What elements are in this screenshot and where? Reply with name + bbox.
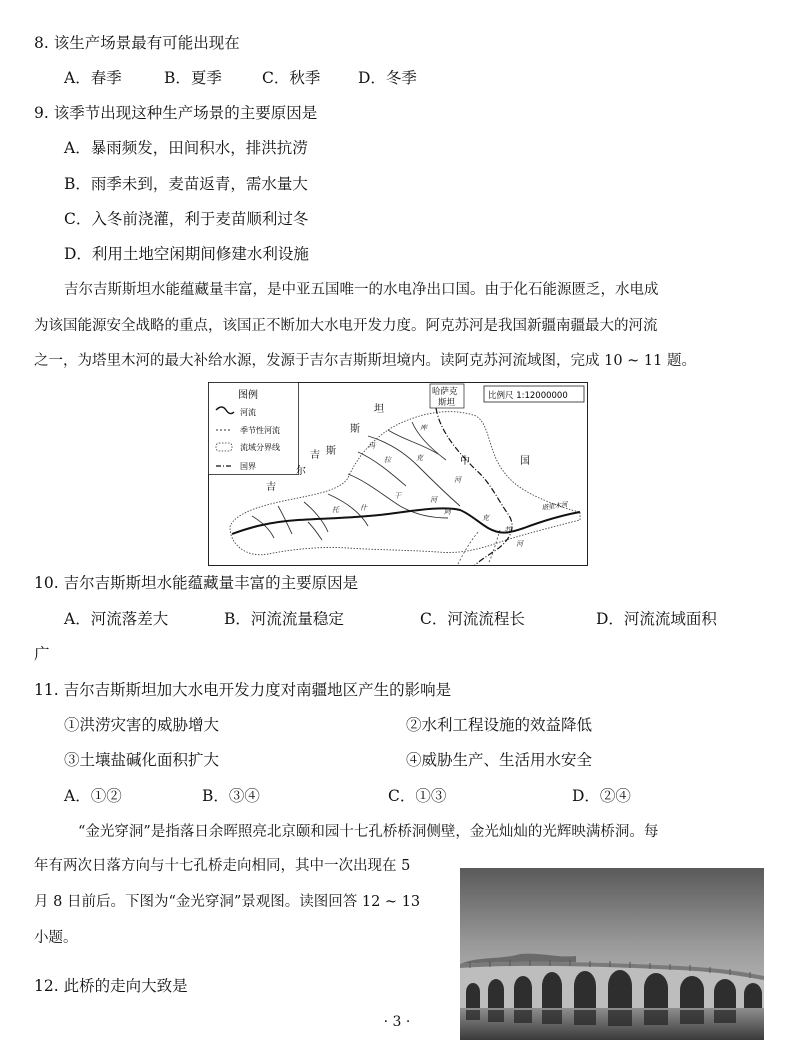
- label-kg-2: 斯: [350, 424, 360, 435]
- river-label-4: 克: [416, 454, 423, 462]
- legend-title: 图例: [238, 390, 258, 401]
- q8-option-d: D．冬季: [358, 69, 417, 87]
- q8-option-a: A．春季: [64, 69, 122, 87]
- river-label-8: 干: [394, 492, 401, 500]
- river-label-11: 克: [482, 514, 489, 522]
- label-kazakhstan-1: 哈萨克: [432, 387, 458, 397]
- q10-option-a: A．河流落差大: [64, 610, 169, 628]
- river-label-5: 河: [454, 476, 461, 484]
- river-label-10: 阿: [444, 508, 451, 516]
- q11-item-3: ③土壤盐碱化面积扩大: [64, 751, 220, 769]
- legend-river: 河流: [240, 408, 256, 417]
- q9-stem: 9. 该季节出现这种生产场景的主要原因是: [34, 104, 318, 122]
- aksu-river-basin-map: [208, 382, 588, 566]
- q11-option-b: B．③④: [202, 787, 260, 805]
- q11-item-2: ②水利工程设施的效益降低: [406, 716, 593, 734]
- q11-item-4: ④威胁生产、生活用水安全: [406, 751, 593, 769]
- river-label-7: 什: [360, 504, 367, 512]
- page-number: · 3 ·: [383, 1014, 411, 1030]
- river-label-13: 河: [516, 540, 523, 548]
- passage1-line-3: 之一，为塔里木河的最大补给水源，发源于吉尔吉斯斯坦境内。读阿克苏河流域图，完成 10 ~ 11 题。: [34, 353, 696, 369]
- map-scale: 比例尺 1:12000000: [488, 391, 568, 401]
- passage1-line-1: 吉尔吉斯斯坦水能蕴藏量丰富，是中亚五国唯一的水电净出口国。由于化石能源匮乏，水电成: [64, 282, 659, 298]
- label-kg-6: 吉: [266, 482, 276, 493]
- passage2-line-3: 月 8 日前后。下图为“金光穿洞”景观图。读图回答 12 ~ 13: [34, 894, 421, 910]
- q11-item-1: ①洪涝灾害的威胁增大: [64, 716, 220, 734]
- q11-option-a: A．①②: [64, 787, 122, 805]
- legend-seasonal-river: 季节性河流: [240, 426, 280, 435]
- label-china-2: 国: [520, 456, 530, 467]
- q12-stem: 12. 此桥的走向大致是: [34, 977, 188, 995]
- legend-basin-boundary: 流域分界线: [240, 443, 280, 452]
- river-label-9: 河: [430, 496, 437, 504]
- q8-option-b: B．夏季: [164, 69, 222, 87]
- label-kazakhstan-2: 斯坦: [438, 398, 456, 408]
- passage2-line-2: 年有两次日落方向与十七孔桥走向相同，其中一次出现在 5: [34, 858, 411, 874]
- tarim-river-label: 塔里木河: [541, 500, 569, 512]
- river-label-3: 拉: [384, 456, 391, 464]
- label-china-1: 中: [460, 456, 470, 467]
- river-label-2: 玛: [368, 442, 375, 450]
- q9-option-c: C．入冬前浇灌，利于麦苗顺利过冬: [64, 210, 309, 228]
- label-kg-4: 吉: [310, 450, 320, 461]
- river-label-12: 苏: [504, 526, 511, 534]
- q11-option-c: C．①③: [388, 787, 447, 805]
- q10-option-d: D．河流流域面积: [596, 610, 717, 628]
- passage2-line-1: “金光穿洞”是指落日余晖照亮北京颐和园十七孔桥桥洞侧壁，金光灿灿的光辉映满桥洞。每: [78, 824, 659, 840]
- q10-option-c: C．河流流程长: [420, 610, 525, 628]
- river-label-1: 库: [420, 424, 427, 432]
- legend-border: 国界: [240, 462, 256, 471]
- q10-stem: 10. 吉尔吉斯斯坦水能蕴藏量丰富的主要原因是: [34, 574, 359, 592]
- q8-stem: 8. 该生产场景最有可能出现在: [34, 34, 240, 52]
- q8-option-c: C．秋季: [262, 69, 321, 87]
- label-kg-5: 尔: [296, 466, 306, 477]
- q11-option-d: D．②④: [572, 787, 631, 805]
- q11-stem: 11. 吉尔吉斯斯坦加大水电开发力度对南疆地区产生的影响是: [34, 681, 452, 699]
- q9-option-b: B．雨季未到，麦苗返青，需水量大: [64, 175, 308, 193]
- passage1-line-2: 为该国能源安全战略的重点，该国正不断加大水电开发力度。阿克苏河是我国新疆南疆最大的河流: [34, 318, 658, 334]
- q9-option-a: A．暴雨频发，田间积水，排洪抗涝: [64, 139, 308, 157]
- label-kg-3: 斯: [326, 446, 336, 457]
- q10-option-b: B．河流流量稳定: [224, 610, 344, 628]
- label-kg-1: 坦: [374, 404, 384, 415]
- q10-option-d-wrap: 广: [34, 645, 50, 663]
- passage2-line-4: 小题。: [34, 930, 78, 946]
- river-label-6: 托: [332, 506, 339, 514]
- q9-option-d: D．利用土地空闲期间修建水利设施: [64, 245, 309, 263]
- map-legend: [209, 383, 299, 475]
